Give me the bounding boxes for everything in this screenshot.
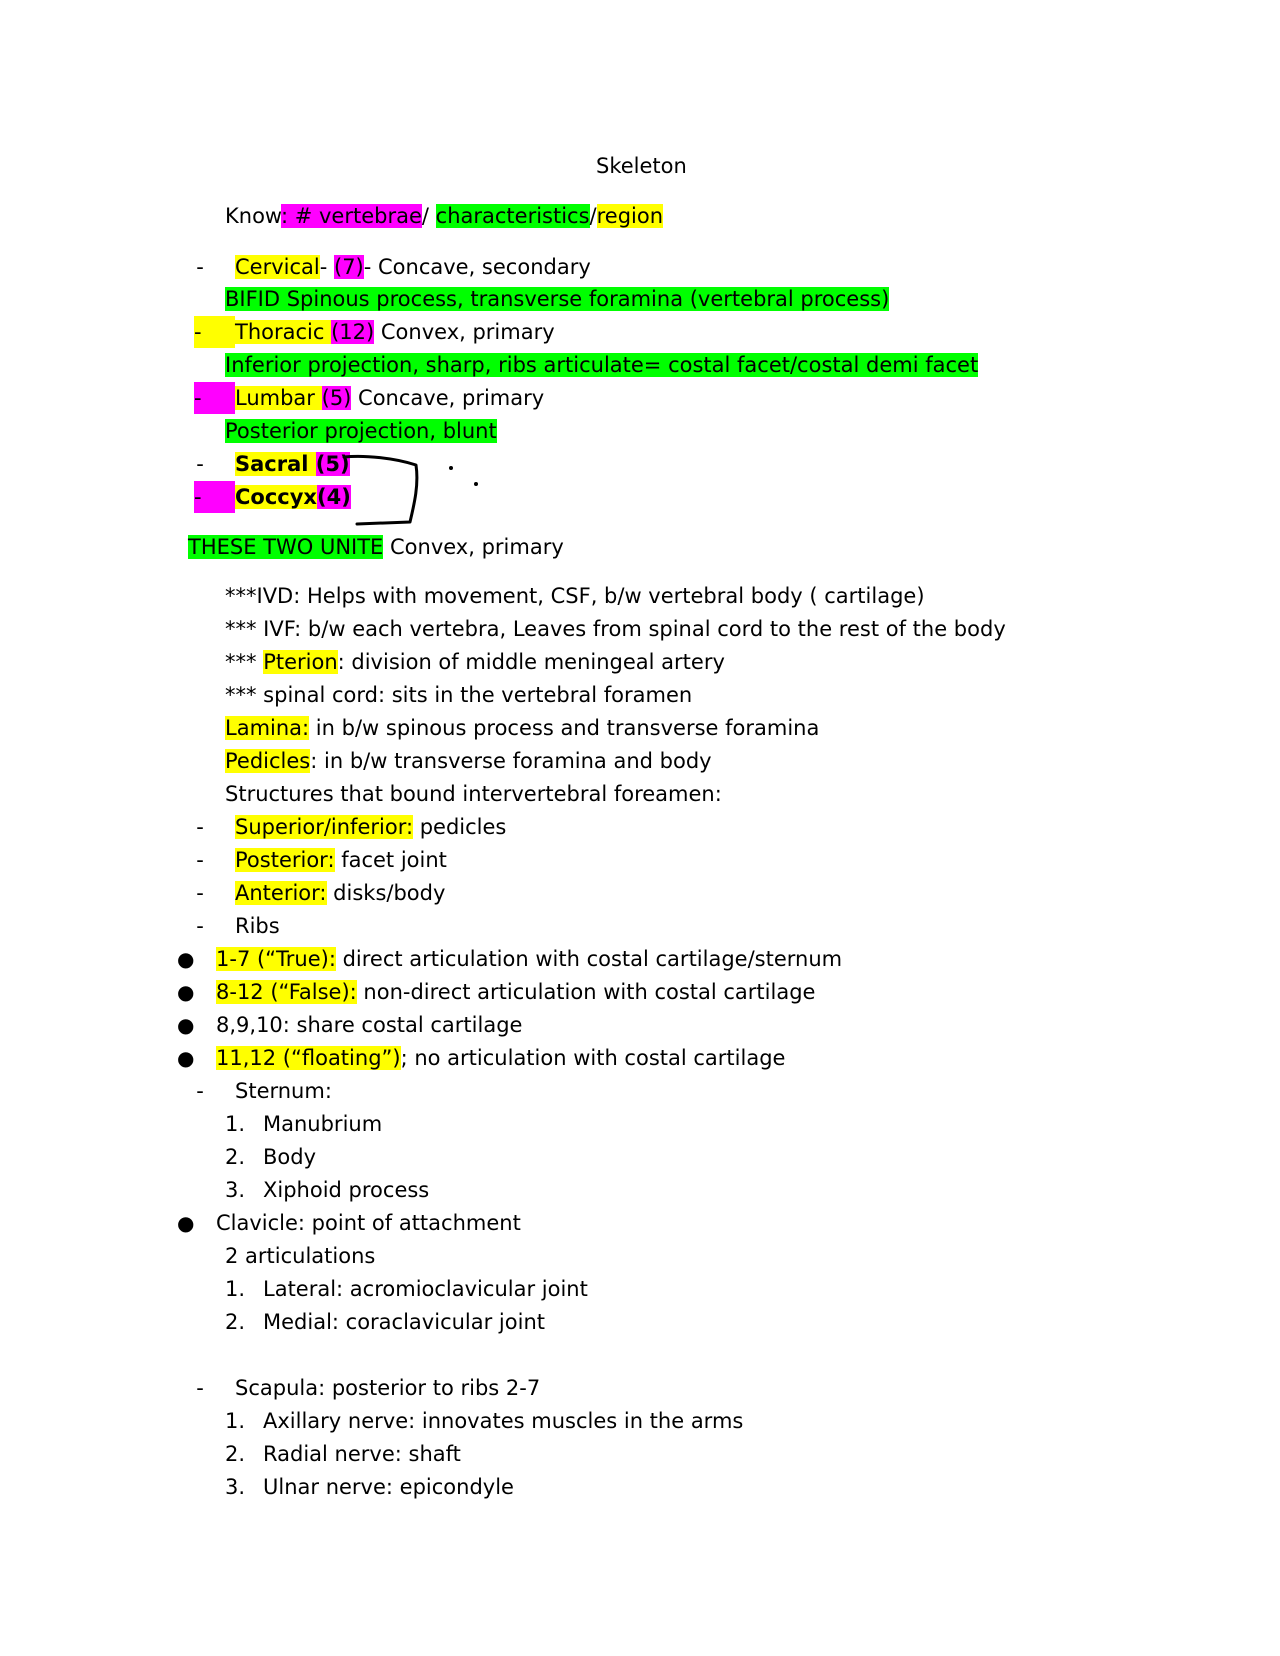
note-ivf: *** IVF: b/w each vertebra, Leaves from spinal cord to the rest of the body (225, 617, 1006, 641)
know-vertebrae: : # vertebrae (280, 204, 422, 228)
list-number: 1. (225, 1409, 246, 1433)
page-title: Skeleton (596, 154, 687, 178)
list-number: 2. (225, 1310, 246, 1334)
lumbar-name: Lumbar (235, 386, 315, 410)
note-ivd: ***IVD: Helps with movement, CSF, b/w vertebral body ( cartilage) (225, 584, 925, 608)
clavicle-item: Lateral: acromioclavicular joint (263, 1277, 588, 1301)
list-dash: - (196, 815, 204, 839)
list-number: 2. (225, 1145, 246, 1169)
lamina-line: Lamina: in b/w spinous process and transverse foramina (225, 716, 820, 740)
scapula-line: Scapula: posterior to ribs 2-7 (235, 1376, 541, 1400)
sacral-name: Sacral (235, 452, 309, 476)
list-dash: - (196, 848, 204, 872)
list-number: 3. (225, 1475, 246, 1499)
list-dash: - (196, 255, 204, 279)
lumbar-desc: Concave, primary (351, 386, 545, 410)
thoracic-count: (12) (331, 320, 375, 344)
lamina-term: Lamina: (225, 716, 310, 740)
note-spinal-cord: *** spinal cord: sits in the vertebral foramen (225, 683, 693, 707)
thoracic-desc: Convex, primary (374, 320, 555, 344)
unite-label: THESE TWO UNITE (188, 535, 384, 559)
bullet-icon: ● (177, 1211, 195, 1235)
list-dash: - (196, 452, 204, 476)
list-number: 3. (225, 1178, 246, 1202)
bullet-icon: ● (177, 980, 195, 1004)
cervical-sep: - (319, 255, 334, 279)
know-characteristics: characteristics (435, 204, 590, 228)
clavicle-line: Clavicle: point of attachment (216, 1211, 521, 1235)
list-dash: - (196, 914, 204, 938)
bound-item: Posterior: facet joint (235, 848, 447, 872)
rib-item: 8,9,10: share costal cartilage (216, 1013, 523, 1037)
sternum-label: Sternum: (235, 1079, 332, 1103)
pedicles-term: Pedicles (225, 749, 311, 773)
sternum-item: Body (263, 1145, 317, 1169)
bound-heading: Structures that bound intervertebral foreamen: (225, 782, 722, 806)
list-number: 1. (225, 1277, 246, 1301)
note-pterion: *** Pterion: division of middle meningeal artery (225, 650, 725, 674)
list-dash: - (194, 382, 235, 414)
list-dash: - (194, 316, 235, 348)
list-number: 2. (225, 1442, 246, 1466)
clavicle-sub: 2 articulations (225, 1244, 376, 1268)
thoracic-detail: Inferior projection, sharp, ribs articulate= costal facet/costal demi facet (225, 353, 979, 377)
know-slash: / (589, 204, 597, 228)
lumbar-count: (5) (321, 386, 352, 410)
ribs-label: Ribs (235, 914, 280, 938)
sacral-count: (5) (315, 452, 350, 476)
pedicles-line: Pedicles: in b/w transverse foramina and body (225, 749, 712, 773)
unite-line (188, 531, 564, 563)
bound-item: Superior/inferior: pedicles (235, 815, 507, 839)
sternum-item: Manubrium (263, 1112, 383, 1136)
list-dash: - (196, 1376, 204, 1400)
list-dash: - (194, 481, 235, 513)
coccyx-name: Coccyx (235, 485, 317, 509)
thoracic-name: Thoracic (235, 320, 325, 344)
bound-item: Anterior: disks/body (235, 881, 446, 905)
unite-desc: Convex, primary (383, 535, 564, 559)
cervical-detail: BIFID Spinous process, transverse foramina (vertebral process) (225, 287, 890, 311)
bullet-icon: ● (177, 1046, 195, 1070)
lumbar-detail: Posterior projection, blunt (225, 419, 497, 443)
cervical-name: Cervical (235, 255, 320, 279)
cervical-desc: - Concave, secondary (363, 255, 591, 279)
clavicle-item: Medial: coraclavicular joint (263, 1310, 545, 1334)
cervical-count: (7) (334, 255, 364, 279)
know-region: region (596, 204, 664, 228)
rib-item: 11,12 (“floating”); no articulation with costal cartilage (216, 1046, 786, 1070)
scapula-item: Radial nerve: shaft (263, 1442, 461, 1466)
sternum-item: Xiphoid process (263, 1178, 430, 1202)
scapula-item: Ulnar nerve: epicondyle (263, 1475, 514, 1499)
coccyx-count: (4) (316, 485, 351, 509)
rib-item: 8-12 (“False): non-direct articulation with costal cartilage (216, 980, 816, 1004)
list-dash: - (196, 1079, 204, 1103)
pterion-term: Pterion (263, 650, 338, 674)
bullet-icon: ● (177, 1013, 195, 1037)
list-dash: - (196, 881, 204, 905)
rib-item: 1-7 (“True): direct articulation with costal cartilage/sternum (216, 947, 843, 971)
scapula-item: Axillary nerve: innovates muscles in the arms (263, 1409, 744, 1433)
know-slash: / (421, 204, 436, 228)
bullet-icon: ● (177, 947, 195, 971)
list-number: 1. (225, 1112, 246, 1136)
know-prefix: Know (225, 204, 281, 228)
